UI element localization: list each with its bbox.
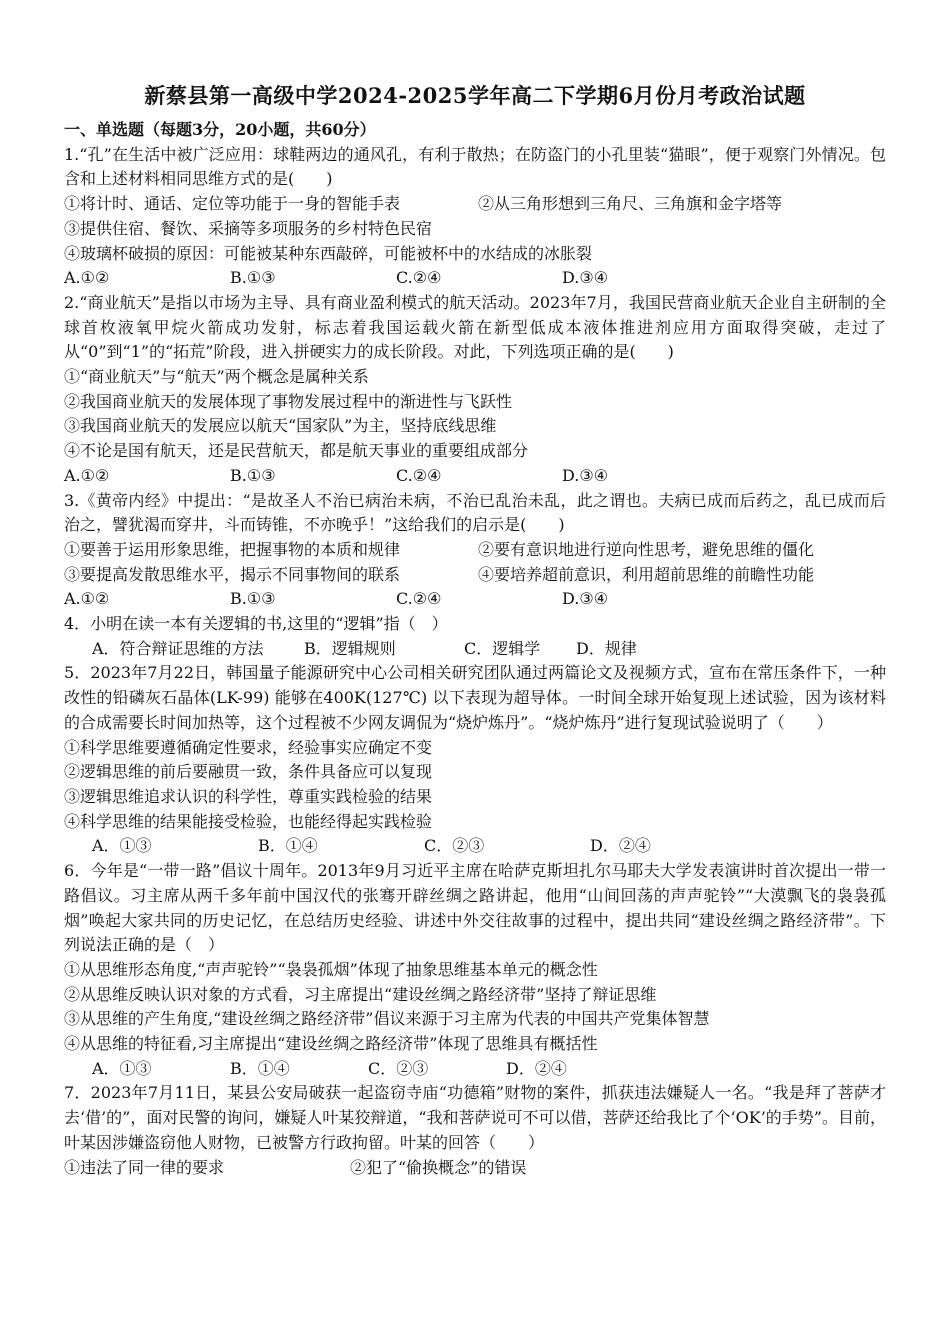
option-row (64, 538, 886, 563)
option-statement: ②要有意识地进行逆向性思考，避免思维的僵化 (478, 539, 815, 559)
option-statement: ③我国商业航天的发展应以航天“国家队”为主，坚持底线思维 (64, 416, 497, 436)
option-statement: ①要善于运用形象思维，把握事物的本质和规律 (64, 539, 401, 559)
option-statement: ②从三角形想到三角尺、三角旗和金字塔等 (478, 194, 783, 214)
option-statement: ④从思维的特征看,习主席提出“建设丝绸之路经济带”体现了思维具有概括性 (64, 1034, 598, 1054)
answer-choice: D．②④ (590, 836, 651, 856)
option-statement: ③要提高发散思维水平，揭示不同事物间的联系 (64, 564, 401, 584)
answer-choice: B.①③ (230, 268, 276, 288)
option-statement: ②犯了“偷换概念”的错误 (350, 1157, 527, 1177)
answer-choice: A.①② (64, 268, 110, 288)
answer-choice: A.①② (64, 465, 110, 485)
option-statement: ②逻辑思维的前后要融贯一致，条件具备应可以复现 (64, 762, 433, 782)
answer-choice: D.③④ (562, 268, 609, 288)
answer-choice: C．②③ (424, 836, 485, 856)
option-statement: ①将计时、通话、定位等功能于一身的智能手表 (64, 194, 401, 214)
option-statement: ①科学思维要遵循确定性要求，经验事实应确定不变 (64, 737, 433, 757)
answer-choices (64, 266, 886, 291)
answer-choice: A．符合辩证思维的方法 (92, 638, 264, 658)
page-title: 新蔡县第一高级中学2024-2025学年高二下学期6月份月考政治试题 (144, 83, 806, 108)
answer-choice: C.②④ (396, 268, 442, 288)
option-statement: ④不论是国有航天，还是民营航天，都是航天事业的重要组成部分 (64, 441, 529, 461)
question-1 (64, 143, 886, 291)
answer-choices (64, 1057, 886, 1082)
answer-choices (64, 464, 886, 489)
option-row (64, 563, 886, 588)
question-stem: 6．今年是“一带一路”倡议十周年。2013年9月习近平主席在哈萨克斯坦扎尔马耶夫大学发表演讲时首次提出一带一路倡议。习主席从两千多年前中国汉代的张骞开辟丝绸之路讲起，他用“山间回荡的声声驼铃”“大漠飘飞的袅袅孤烟”唤起大家共同的历史记忆，在总结历史经验、讲述中外交往故事的过程中，提出共同“建设丝绸之路经济带”。下列说法正确的是（ ） (64, 861, 886, 955)
option-statement: ③逻辑思维追求认识的科学性，尊重实践检验的结果 (64, 786, 433, 806)
question-stem: 7．2023年7月11日，某县公安局破获一起盗窃寺庙“功德箱”财物的案件，抓获违法嫌疑人一名。“我是拜了菩萨才去‘借’的”，面对民警的询问，嫌疑人叶某狡辩道，“我和菩萨说可不可以借，菩萨还给我比了个‘OK’的手势”。目前，叶某因涉嫌盗窃他人财物，已被警方行政拘留。叶某的回答（ ） (64, 1083, 886, 1152)
question-4 (64, 612, 886, 661)
option-statement: ①“商业航天”与“航天”两个概念是属种关系 (64, 367, 369, 387)
answer-choice: C．逻辑学 (464, 638, 541, 658)
answer-choice: B.①③ (230, 589, 276, 609)
option-row (64, 1156, 886, 1181)
answer-choices (64, 587, 886, 612)
answer-choice: B．①④ (258, 836, 318, 856)
answer-choice: C．②③ (368, 1058, 429, 1078)
answer-choice: A．①③ (92, 836, 152, 856)
question-3 (64, 489, 886, 613)
question-stem: 2.“商业航天”是指以市场为主导、具有商业盈利模式的航天活动。2023年7月，我国民营商业航天企业自主研制的全球首枚液氧甲烷火箭成功发射，标志着我国运载火箭在新型低成本液体推进剂应用方面取得突破，走过了从“0”到“1”的“拓荒”阶段，进入拼硬实力的成长阶段。对此，下列选项正确的是( ) (64, 292, 886, 362)
question-6 (64, 859, 886, 1081)
answer-choice: A.①② (64, 589, 110, 609)
option-statement: ③提供住宿、餐饮、采摘等多项服务的乡村特色民宿 (64, 218, 433, 238)
question-2 (64, 291, 886, 489)
question-stem: 4．小明在读一本有关逻辑的书,这里的“逻辑”指（ ） (64, 614, 448, 634)
option-statement: ②从思维反映认识对象的方式看，习主席提出“建设丝绸之路经济带”坚持了辩证思维 (64, 984, 657, 1004)
answer-choice: B．逻辑规则 (304, 638, 396, 658)
question-5 (64, 661, 886, 859)
question-stem: 1.“孔”在生活中被广泛应用：球鞋两边的通风孔，有利于散热；在防盗门的小孔里装“猫眼”，便于观察门外情况。包含和上述材料相同思维方式的是( ) (64, 144, 886, 189)
exam-content (64, 118, 886, 1180)
answer-choice: C.②④ (396, 465, 442, 485)
option-statement: ①违法了同一律的要求 (64, 1157, 225, 1177)
question-stem: 3.《黄帝内经》中提出：“是故圣人不治已病治未病，不治已乱治未乱，此之谓也。夫病已成而后药之，乱已成而后治之，譬犹渴而穿井，斗而铸锥，不亦晚乎！”这给我们的启示是( ) (64, 490, 886, 535)
answer-choices (64, 637, 886, 662)
answer-choice: C.②④ (396, 589, 442, 609)
answer-choice: B．①④ (230, 1058, 290, 1078)
option-row (64, 192, 886, 217)
option-statement: ④玻璃杯破损的原因：可能被某种东西敲碎，可能被杯中的水结成的冰胀裂 (64, 243, 593, 263)
answer-choices (64, 834, 886, 859)
answer-choice: A．①③ (92, 1058, 152, 1078)
answer-choice: D.③④ (562, 589, 609, 609)
option-statement: ③从思维的产生角度,“建设丝绸之路经济带”倡议来源于习主席为代表的中国共产党集体智慧 (64, 1009, 710, 1029)
option-statement: ④科学思维的结果能接受检验，也能经得起实践检验 (64, 811, 433, 831)
question-stem: 5．2023年7月22日，韩国量子能源研究中心公司相关研究团队通过两篇论文及视频方式，宣布在常压条件下，一种改性的铅磷灰石晶体(LK-99) 能够在400K(127℃) 以下表现为超导体。一时间全球开始复现上述试验，因为该材料的合成需要长时间加热等，这个过程被不少网友调侃为“烧炉炼丹”。“烧炉炼丹”进行复现试验说明了（ ） (64, 663, 886, 732)
option-statement: ①从思维形态角度,“声声驼铃”“袅袅孤烟”体现了抽象思维基本单元的概念性 (64, 959, 598, 979)
answer-choice: D.③④ (562, 465, 609, 485)
option-statement: ②我国商业航天的发展体现了事物发展过程中的渐进性与飞跃性 (64, 391, 513, 411)
option-statement: ④要培养超前意识，利用超前思维的前瞻性功能 (478, 564, 815, 584)
answer-choice: B.①③ (230, 465, 276, 485)
answer-choice: D．②④ (506, 1058, 567, 1078)
section-heading: 一、单选题（每题3分，20小题，共60分） (64, 120, 376, 139)
question-7 (64, 1081, 886, 1180)
answer-choice: D．规律 (576, 638, 637, 658)
